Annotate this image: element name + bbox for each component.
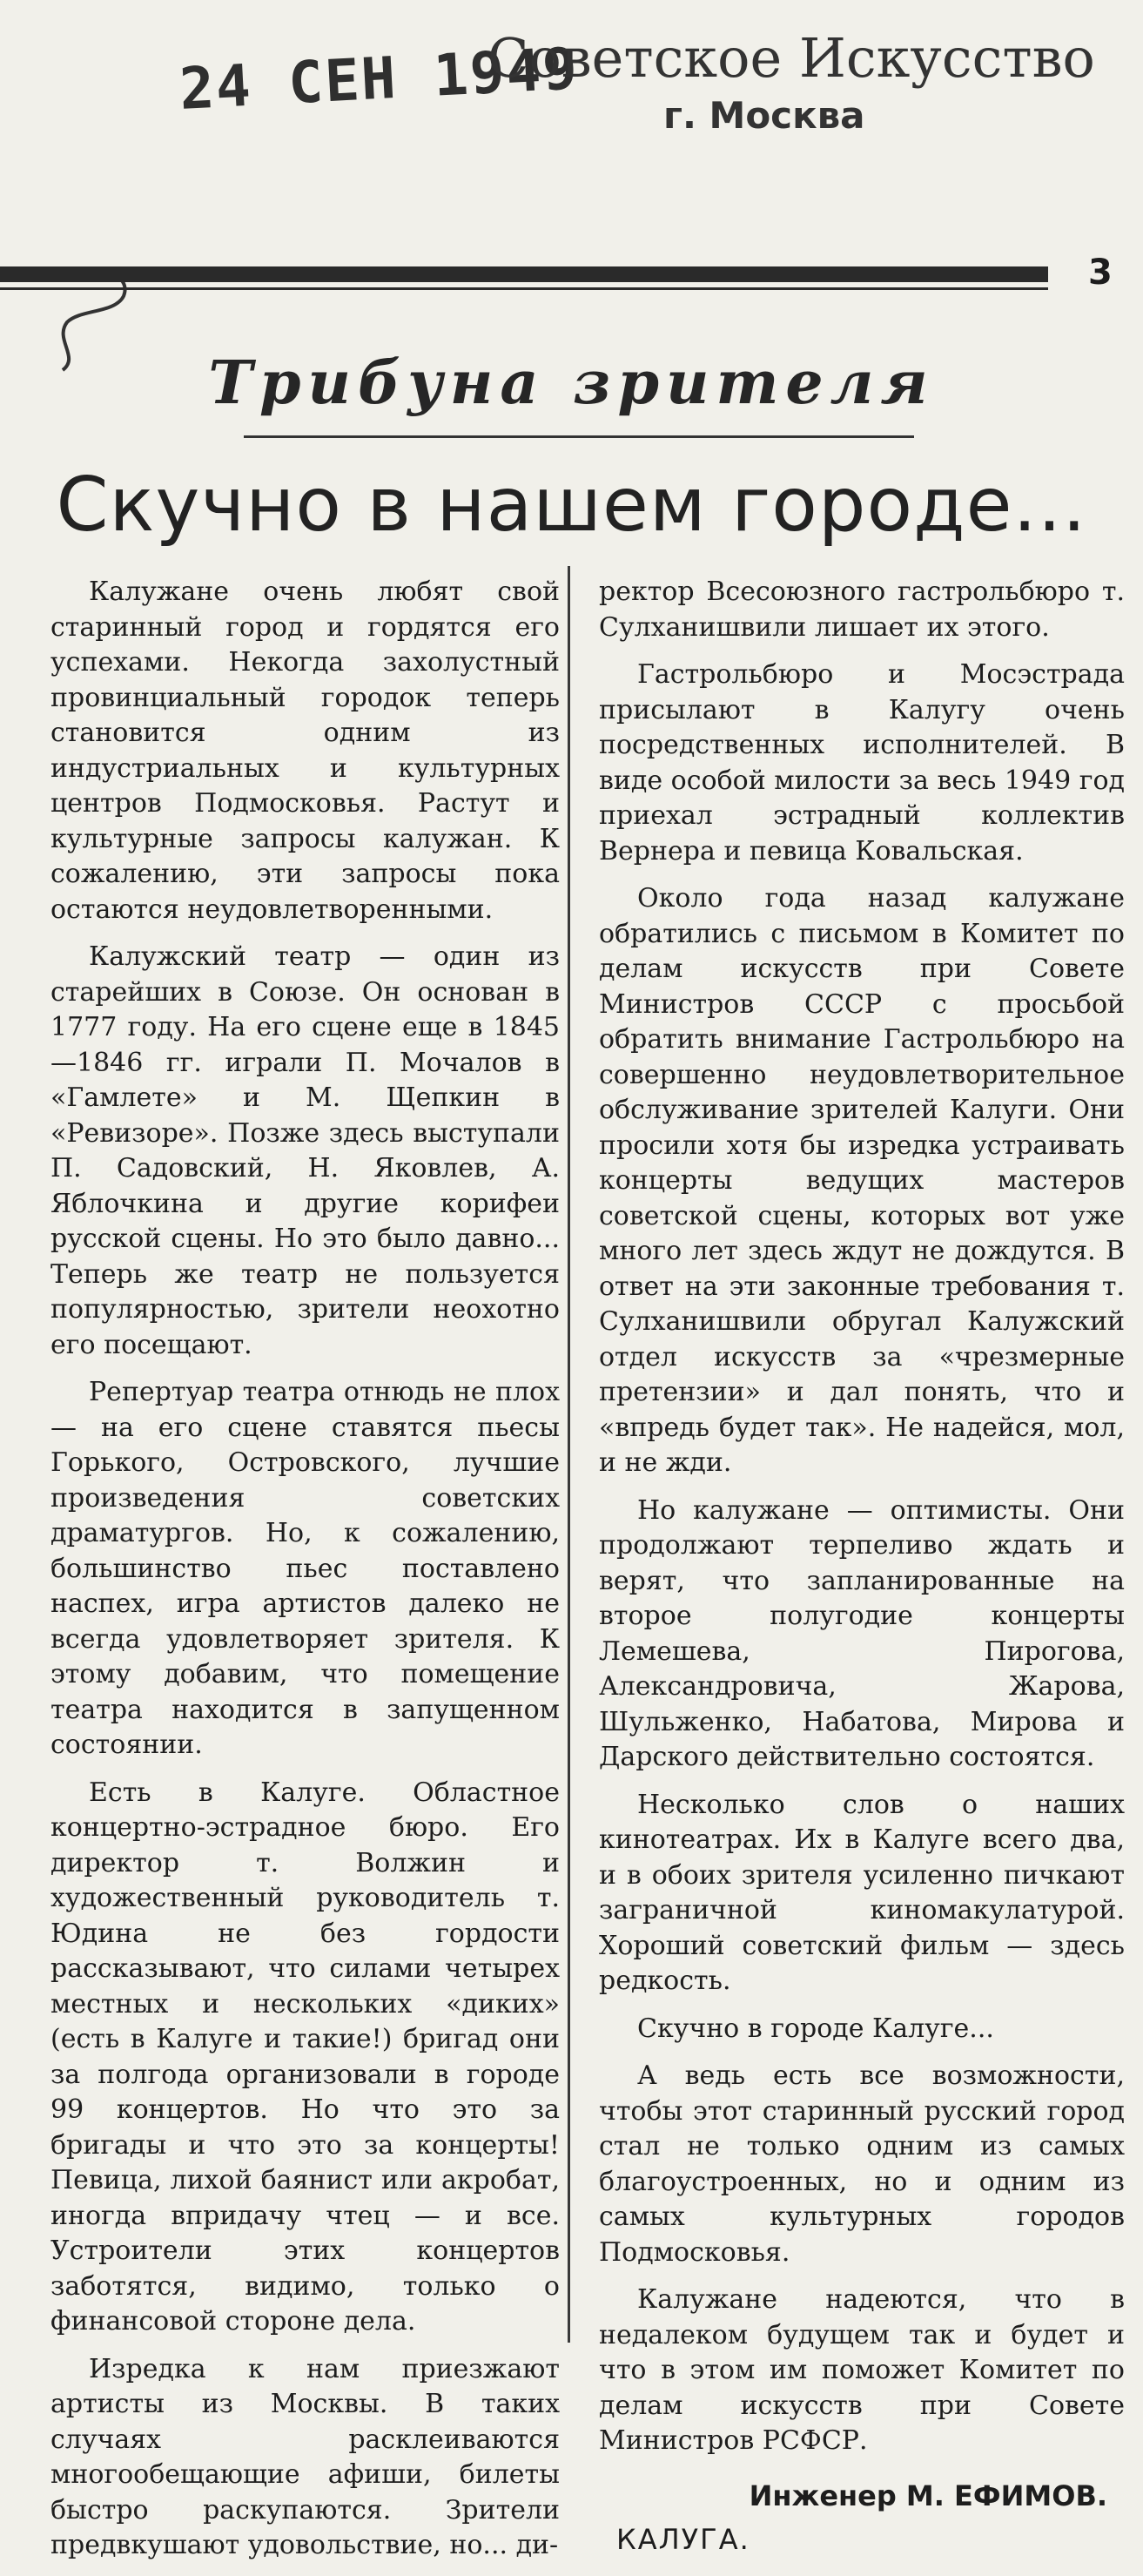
rubric-underline	[244, 435, 914, 438]
author-signature: Инженер М. ЕФИМОВ.	[749, 2478, 1107, 2512]
header-rule	[0, 266, 1048, 282]
paragraph: Репертуар театра отнюдь не плох — на его сцене ставятся пьесы Горького, Островского, лучшие произведения советских драматургов. Но, к сожалению, большинство пьес поставлено наспех, игра артистов далеко не всегда удовлетворяет зрителя. К этому добавим, что помещение театра находится в запущенном состоянии.	[50, 1377, 560, 1760]
header-rule-thin	[0, 287, 1048, 290]
paragraph: Изредка к нам приезжают артисты из Москвы. В таких случаях расклеиваются многообещающие афиши, билеты быстро раскупаются. Зрители предвкушают удовольствие, но... ди-	[50, 2353, 560, 2560]
paragraph: Калужане надеются, что в недалеком будущем так и будет и что в этом им поможет Комитет по делам искусств при Совете Министров РСФСР.	[599, 2284, 1125, 2456]
paragraph: Скучно в городе Калуге...	[637, 2013, 994, 2044]
stamp-newspaper-name: Советское Искусство	[487, 26, 1095, 90]
article-column-right	[599, 575, 1125, 2558]
paragraph: Несколько слов о наших кинотеатрах. Их в Калуге всего два, и в обоих зрителя усиленно пичкают заграничной киномакулатурой. Хороший советский фильм — здесь редкость.	[599, 1789, 1125, 1996]
stamp-date: 24 СЕН 1949	[178, 35, 581, 123]
rubric-title: Трибуна зрителя	[208, 348, 935, 418]
paragraph: Калужский театр — один из старейших в Союзе. Он основан в 1777 году. На его сцене еще в 1845—1846 гг. играли П. Мочалов в «Гамлете» и М. Щепкин в «Ревизоре». Позже здесь выступали П. Садовский, Н. Яковлев, А. Яблочкина и другие корифеи русской сцены. Но это было давно... Теперь же театр не пользуется популярностью, зрители неохотно его посещают.	[50, 941, 560, 1360]
paragraph-continuation: ректор Всесоюзного гастрольбюро т. Сулханишвили лишает их этого.	[599, 577, 1125, 643]
paragraph: Калужане очень любят свой старинный город и гордятся его успехами. Некогда захолустный провинциальный городок теперь становится одним из индустриальных и культурных центров Подмосковья. Растут и культурные запросы калужан. К сожалению, эти запросы пока остаются неудовлетворенными.	[50, 577, 560, 925]
dateline-place: КАЛУГА.	[616, 2523, 750, 2556]
page-number: 3	[1088, 253, 1113, 293]
article-headline: Скучно в нашем городе...	[56, 462, 1087, 549]
paragraph: А ведь есть все возможности, чтобы этот старинный русский город стал не только одним из самых благоустроенных, но и одним из самых культурных городов Подмосковья.	[599, 2060, 1125, 2268]
stamp-city: г. Москва	[663, 94, 865, 137]
paragraph: Гастрольбюро и Мосэстрада присылают в Калугу очень посредственных исполнителей. В виде особой милости за весь 1949 год приехал эстрадный коллектив Вернера и певица Ковальская.	[599, 659, 1125, 867]
paragraph: Есть в Калуге. Областное концертно-эстрадное бюро. Его директор т. Волжин и художественный руководитель т. Юдина не без гордости рассказывают, что силами четырех местных и нескольких «диких» (есть в Калуге и такие!) бригад они за полгода организовали в городе 99 концертов. Но что это за бригады и что это за концерты! Певица, лихой баянист или акробат, иногда впридачу чтец — и все. Устроители этих концертов заботятся, видимо, только о финансовой стороне дела.	[50, 1777, 560, 2337]
paragraph: Но калужане — оптимисты. Они продолжают терпеливо ждать и верят, что запланированные на второе полугодие концерты Лемешева, Пирогова, Александровича, Жарова, Шульженко, Набатова, Мирова и Дарского действительно состоятся.	[599, 1494, 1125, 1772]
paragraph: Около года назад калужане обратились с письмом в Комитет по делам искусств при Совете Министров СССР с просьбой обратить внимание Гастрольбюро на совершенно неудовлетворительное обслуживание зрителей Калуги. Они просили хотя бы изредка устраивать концерты ведущих мастеров советской сцены, которых вот уже много лет здесь ждут не дождутся. В ответ на эти законные требования т. Сулханишвили обругал Калужский отдел искусств за «чрезмерные претензии» и дал понять, что и «впредь будет так». Не надейся, мол, и не жди.	[599, 883, 1125, 1478]
column-divider	[568, 566, 570, 2343]
article-column-left	[50, 575, 560, 2576]
